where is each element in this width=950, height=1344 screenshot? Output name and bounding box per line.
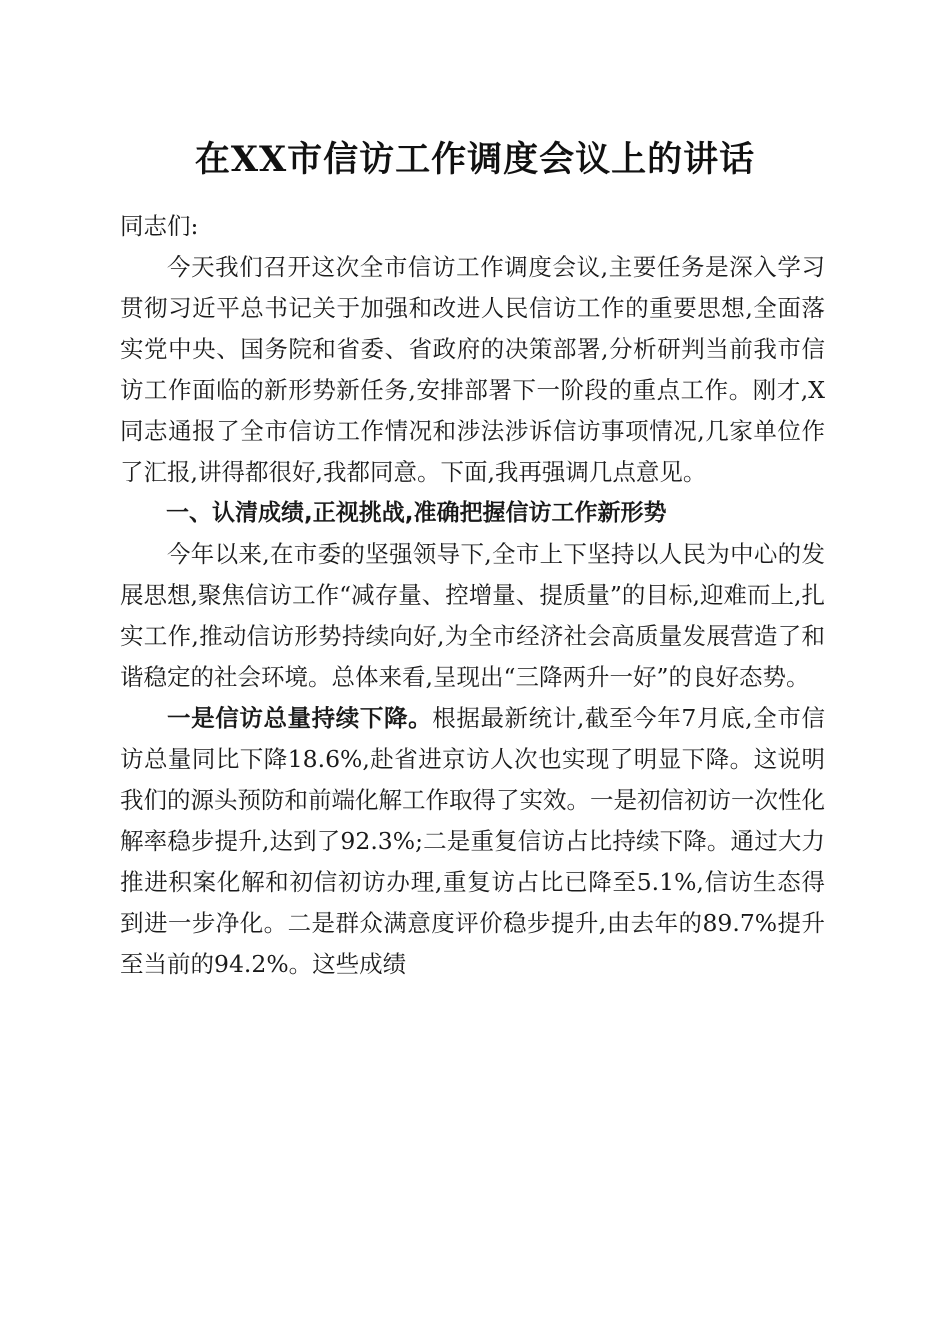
opening-paragraph: 今天我们召开这次全市信访工作调度会议,主要任务是深入学习贯彻习近平总书记关于加强和改进人民信访工作的重要思想,全面落实党中央、国务院和省委、省政府的决策部署,分析研判当前我市信访工作面临的新形势新任务,安排部署下一阶段的重点工作。刚才,X同志通报了全市信访工作情况和涉法涉诉信访事项情况,几家单位作了汇报,讲得都很好,我都同意。下面,我再强调几点意见。 [120,253,825,486]
document-title: 在XX市信访工作调度会议上的讲话 [194,139,756,180]
point-one-text: 根据最新统计,截至今年7月底,全市信访总量同比下降18.6%,赴省进京访人次也实现了明显下降。这说明我们的源头预防和前端化解工作取得了实效。一是初信初访一次性化解率稳步提升,达到了92.3%;二是重复信访占比持续下降。通过大力推进积案化解和初信初访办理,重复访占比已降至5.1%,信访生态得到进一步净化。二是群众满意度评价稳步提升,由去年的89.7%提升至当前的94.2%。这些成绩 [120,704,825,978]
section-heading: 一、认清成绩,正视挑战,准确把握信访工作新形势 [166,500,667,526]
document-body [120,206,825,985]
point-one-paragraph [120,698,825,985]
section-intro-paragraph: 今年以来,在市委的坚强领导下,全市上下坚持以人民为中心的发展思想,聚焦信访工作“减存量、控增量、提质量”的目标,迎难而上,扎实工作,推动信访形势持续向好,为全市经济社会高质量发展营造了和谐稳定的社会环境。总体来看,呈现出“三降两升一好”的良好态势。 [120,540,825,691]
salutation: 同志们: [120,212,199,240]
point-one-lead: 一是信访总量持续下降。 [167,704,433,732]
